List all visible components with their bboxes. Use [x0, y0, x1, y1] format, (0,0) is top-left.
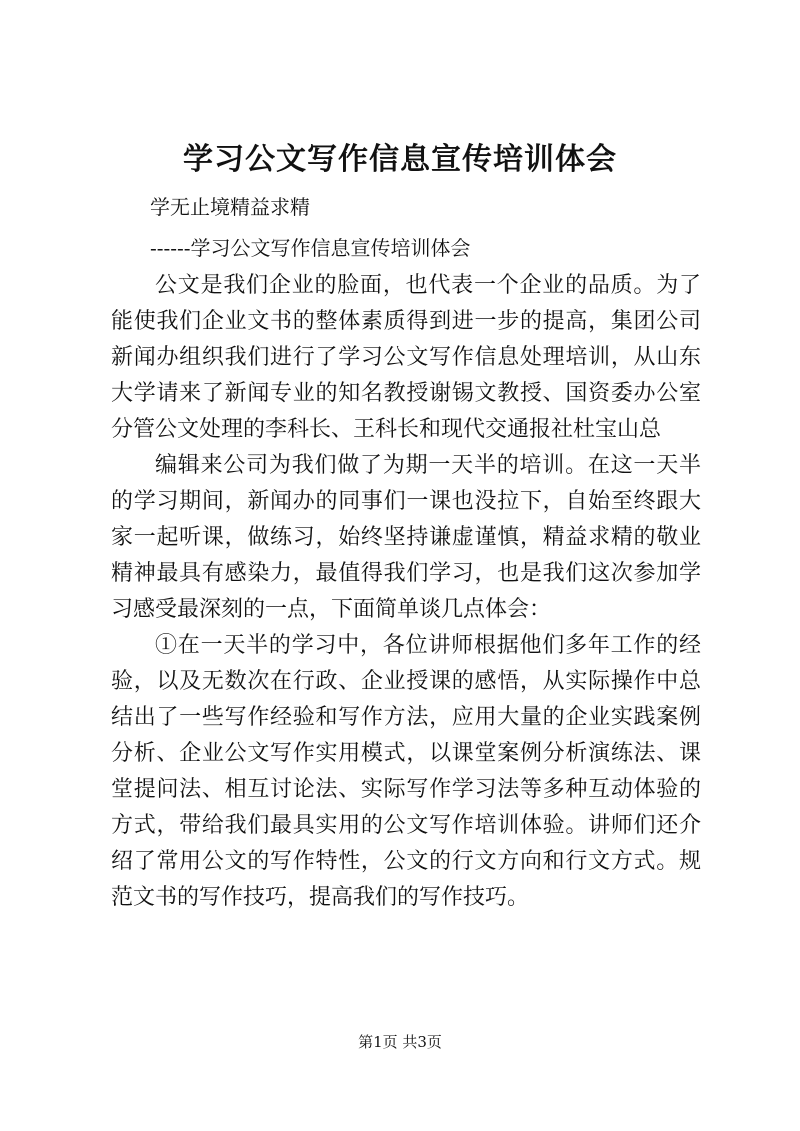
page-footer: 第1页 共3页 [358, 1033, 442, 1051]
paragraph: ①在一天半的学习中，各位讲师根据他们多年工作的经验，以及无数次在行政、企业授课的感悟，从实际操作中总结出了一些写作经验和写作方法，应用大量的企业实践案例分析、企业公文写作实用模式，以课堂案例分析演练法、课堂提问法、相互讨论法、实际写作学习法等多种互动体验的方式，带给我们最具实用的公文写作培训体验。讲师们还介绍了常用公文的写作特性，公文的行文方向和行文方式。规范文书的写作技巧，提高我们的写作技巧。 [111, 633, 701, 910]
subtitle-topic: ------学习公文写作信息宣传培训体会 [150, 236, 471, 260]
document-body [111, 268, 701, 916]
paragraph: 公文是我们企业的脸面，也代表一个企业的品质。为了能使我们企业文书的整体素质得到进一步的提高，集团公司新闻办组织我们进行了学习公文写作信息处理培训，从山东大学请来了新闻专业的知名教授谢锡文教授、国资委办公室分管公文处理的李科长、王科长和现代交通报社杜宝山总 [111, 273, 701, 442]
paragraph: 编辑来公司为我们做了为期一天半的培训。在这一天半的学习期间，新闻办的同事们一课也没拉下，自始至终跟大家一起听课，做练习，始终坚持谦虚谨慎，精益求精的敬业精神最具有感染力，最值得我们学习，也是我们这次参加学习感受最深刻的一点，下面简单谈几点体会： [111, 453, 701, 622]
subtitle-motto: 学无止境精益求精 [150, 195, 310, 219]
document-title: 学习公文写作信息宣传培训体会 [183, 142, 617, 177]
